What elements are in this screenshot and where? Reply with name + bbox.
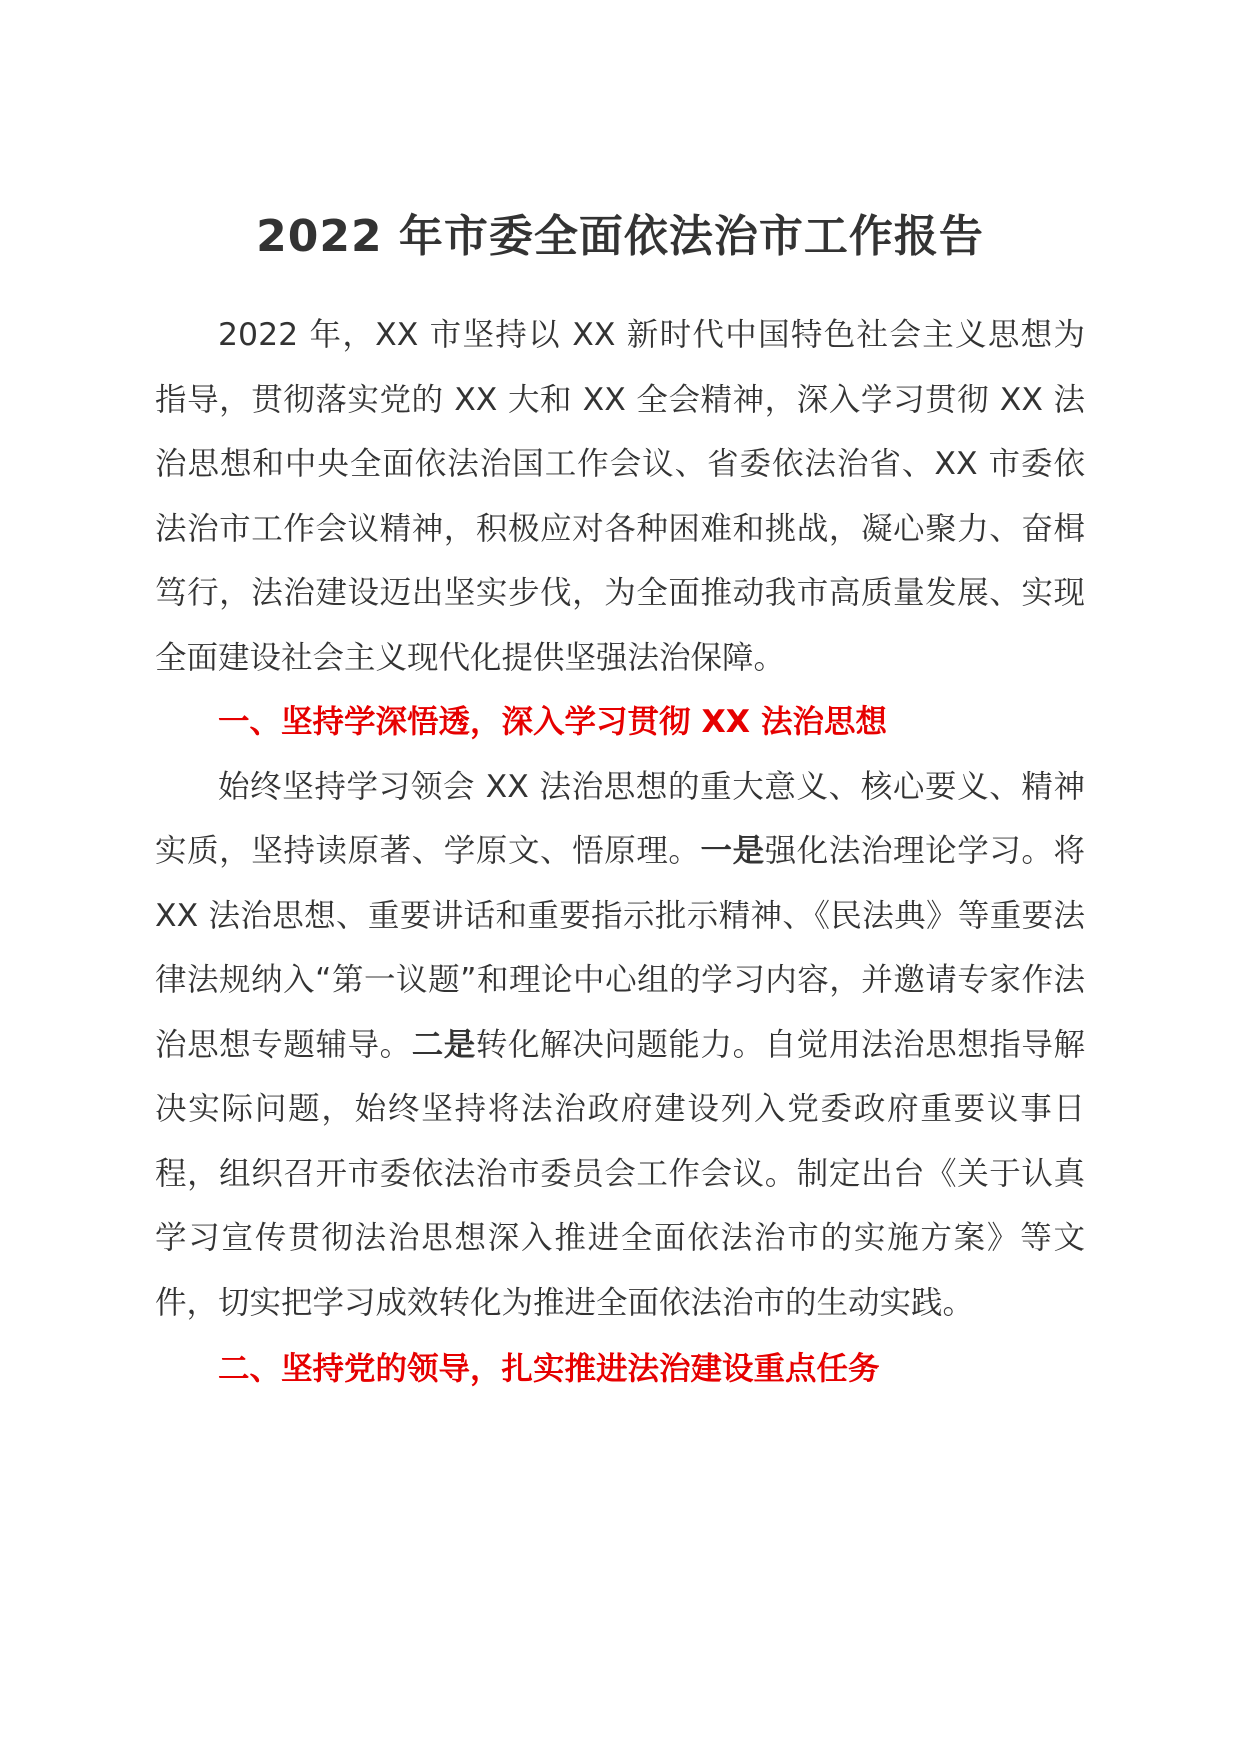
section-1-text-b: 强化法治理论学习。将 XX 法治思想、重要讲话和重要指示批示精神、《民法典》等重要法律法规纳入“第一议题”和理论中心组的学习内容，并邀请专家作法治思想专题辅导。 [155,833,1085,1063]
intro-paragraph: 2022 年，XX 市坚持以 XX 新时代中国特色社会主义思想为指导，贯彻落实党的 XX 大和 XX 全会精神，深入学习贯彻 XX 法治思想和中央全面依法治国工作会议、省委依法治省、XX 市委依法治市工作会议精神，积极应对各种困难和挑战，凝心聚力、奋楫笃行，法治建设迈出坚实步伐，为全面推动我市高质量发展、实现全面建设社会主义现代化提供坚强法治保障。 [155,317,1085,676]
section-2-heading: 二、坚持党的领导，扎实推进法治建设重点任务 [218,1351,880,1387]
section-1-paragraph [155,755,1085,1336]
point-1-label: 一是 [700,833,765,869]
document-page [155,205,1085,1402]
section-1-text-a: 始终坚持学习领会 XX 法治思想的重大意义、核心要义、精神实质，坚持读原著、学原文、悟原理。 [155,768,1085,869]
document-title: 2022 年市委全面依法治市工作报告 [256,211,984,262]
point-2-label: 二是 [411,1026,476,1063]
section-1-heading: 一、坚持学深悟透，深入学习贯彻 XX 法治思想 [218,704,888,740]
section-1-text-c: 转化解决问题能力。自觉用法治思想指导解决实际问题，始终坚持将法治政府建设列入党委政府重要议事日程，组织召开市委依法治市委员会工作会议。制定出台《关于认真学习宣传贯彻法治思想深入推进全面依法治市的实施方案》等文件，切实把学习成效转化为推进全面依法治市的生动实践。 [155,1026,1085,1321]
